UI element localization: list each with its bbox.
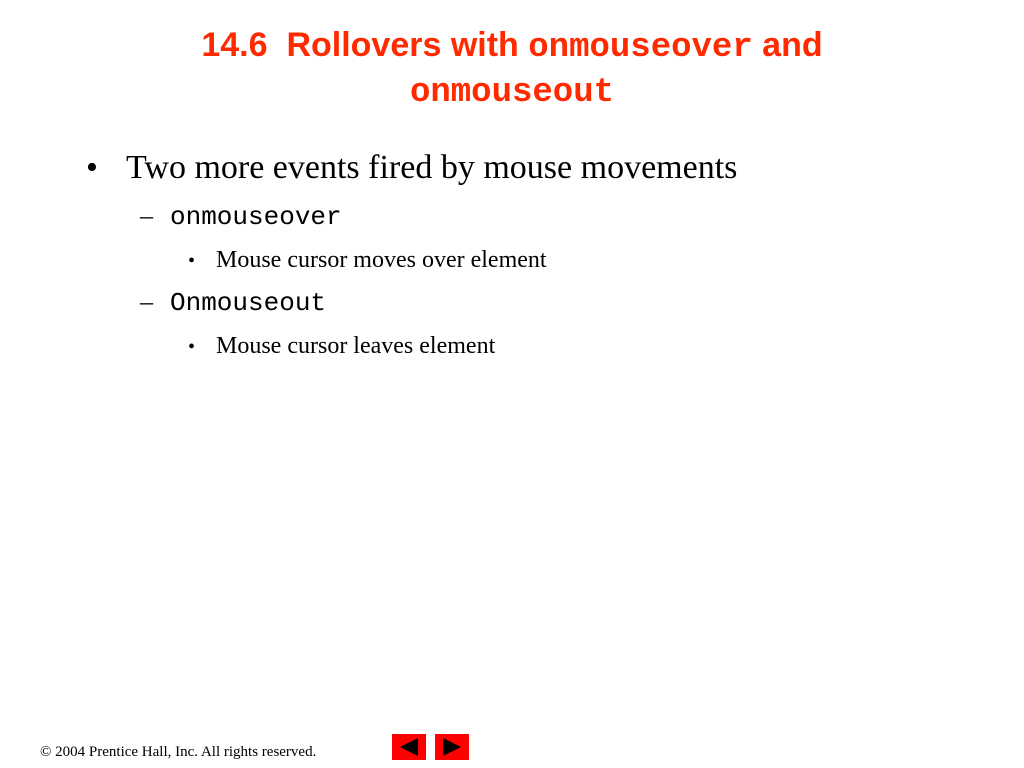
triangle-left-icon bbox=[392, 734, 426, 760]
bullet-dot-icon: • bbox=[188, 250, 196, 272]
detail-bullet-text: Mouse cursor leaves element bbox=[216, 333, 496, 359]
detail-bullet-text: Mouse cursor moves over element bbox=[216, 247, 547, 273]
detail-bullet-leaves bbox=[188, 332, 495, 361]
sub-bullet-onmouseover bbox=[140, 200, 342, 233]
title-code-onmouseout: onmouseout bbox=[409, 74, 615, 112]
detail-bullet-moves-over bbox=[188, 246, 547, 275]
bullet-main-text: Two more events fired by mouse movements bbox=[126, 149, 738, 186]
sub-bullet-label: Onmouseout bbox=[170, 288, 327, 318]
sub-bullet-label: onmouseover bbox=[170, 202, 342, 232]
copyright-icon: © bbox=[40, 744, 52, 760]
slide-title bbox=[0, 24, 1024, 114]
bullet-main bbox=[86, 148, 737, 188]
bullet-dot-icon: • bbox=[86, 149, 98, 186]
sub-bullet-onmouseout bbox=[140, 286, 326, 319]
dash-icon: – bbox=[140, 201, 153, 230]
previous-slide-button[interactable] bbox=[392, 734, 426, 760]
title-prefix: Rollovers with bbox=[286, 26, 519, 64]
dash-icon: – bbox=[140, 287, 153, 316]
footer-copyright bbox=[40, 742, 316, 762]
footer-text: 2004 Prentice Hall, Inc. All rights reserved. bbox=[55, 744, 317, 760]
title-code-onmouseover: onmouseover bbox=[528, 29, 753, 67]
next-slide-button[interactable] bbox=[435, 734, 469, 760]
bullet-dot-icon: • bbox=[188, 336, 196, 358]
title-section-number: 14.6 bbox=[201, 26, 268, 64]
title-conjunction: and bbox=[762, 26, 823, 64]
triangle-right-icon bbox=[435, 734, 469, 760]
